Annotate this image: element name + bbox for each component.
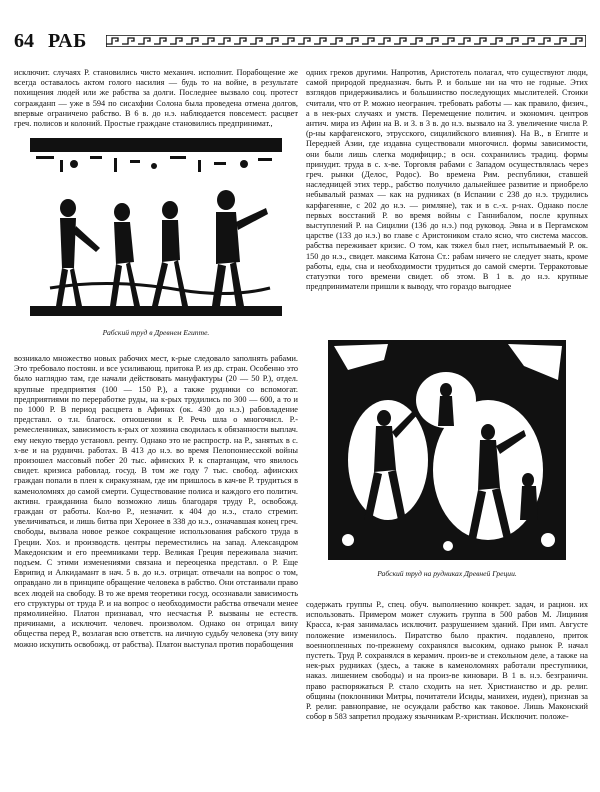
- egypt-illustration: [30, 138, 282, 316]
- body-text: исключит. случаях Р. становились чисто механич. исполнит. Порабощение же всегда оставалось актом голого насилия — будь то на войне, в результате похищения людей или же рабства за долги. Последнее вызвало соц. протест согражданп — уже в 594 по сисахфии Солона была проведена отмена долгов, впервые ограничено рабство. В 6 в. до н.э. наблюдается повсемест. расцвет греч. полисов и колоний. Простые граждане становились предпринимат.,: [14, 68, 298, 129]
- body-text: возникало множество новых рабочих мест, к-рые следовало заполнять рабами. Это требовало постоян. и все усиливающ. притока Р. из др. стран. Особенно это было наглядно там, где начали действовать мануфактуры (20 — 50 Р.), отдел. крупные предприятия (100 — 150 Р.), а также рудники со вспомогат. предприятиями по переработке руды, на к-рых трудились по 300 — 600, а то и по 1000 Р. В период расцвета в Афинах (ок. 430 до н.э.) рабовладение представл. о т.н. благоск. отношении к Р. Речь шла о многочисл. Р.-ремесленниках, зависимость к-рых от хозяина сводилась к обязанности выплач. ему некую твердо установл. ренту. Однако это не распростр. на Р., занятых в с. х-ве и на рудничн. работах. В 413 до н.э. во время Пелопоннесской войны произошел массовый побег 20 тыс. афинских Р. к спартанцам, что явилось свидет. кризиса рабовлад. госуд. В том же году 7 тыс. свобод. афинских граждан попали в плен к сиракузянам, где им пришлось в кач-ве Р. трудиться в каменоломнях до самой смерти. Существование полиса и каждого его политич. активн. гражданина было возможно лишь благодаря труду Р., освобожд. граждан от работы. Кол-во Р., незначит. к 404 до н.э., стало стремит. увеличиваться, и лишь битва при Херонее в 338 до н.э., означавшая конец греч. свободы, вызвала новое резкое сокращение использования рабского труда в Греции. Хоз. и производств. центры переместились на запад. Александром Македонским и его преемниками терр. Великая Греция переживала значит. подъем. С этими изменениями связана и переоценка представл. о Р. Еще Еврипид и Алкидамант в нач. 5 в. до н.э. отрицат. отвечали на вопрос о том, оправдано ли в принципе обращение человека в рабство. Они отстаивали право всех людей на свободу. В то же время теоретики госуд. осознавали зависимость его структуры от труда Р. и на вопрос о необходимости рабства отвечали менее прямолинейно. Платон признавал, что несчастья Р. вызваны не естеств. причинами, а исключит. человеч. произволом. Однако он отрицал вину общества перед Р., возлагая всю ответств. на личную судьбу человека (эту вину можно искупить освобожд. от рабства). Платон выступал против порабощения: [14, 354, 298, 649]
- page-number: 64: [14, 30, 34, 52]
- figure-greece: [328, 340, 566, 560]
- greece-mines-illustration: [328, 340, 566, 560]
- running-head: РАБ: [48, 30, 87, 52]
- column-left-bottom: [14, 354, 298, 650]
- figure-greece-caption: Рабский труд на рудниках Древней Греции.: [377, 569, 517, 578]
- page-header: [14, 30, 586, 52]
- figure-egypt: [30, 138, 282, 316]
- greek-key-ornament: [106, 35, 586, 47]
- column-right-bottom: [306, 600, 588, 722]
- column-right-top: [306, 68, 588, 292]
- body-text: одних греков другими. Напротив, Аристотель полагал, что существуют люди, самой природой предназнач. быть Р. и больше ни на что не годные. Этих взглядов придерживались и большинство последующих мыслителей. Стоики считали, что от Р. можно неогранич. требовать работы — как правило, физич., а в нек-рых случаях и умств. Перемещение политич. и экономич. центров антич. мира из Афин на В. и З. в 3 в. до н.э. вызвало на З. увеличение числа Р. (р-ны карфагенского, этрусского, сицилийского влияния). На В., в Египте и Передней Азии, где издавна существовали многочисл. формы зависимости, они были лишь слегка модифицир.; в осн. сохранились традиц. формы принудит. труда в с. х-ве. Торговля рабами с Западом осуществлялась через греч. рынки (Делос, Родос). Во времена Рим. республики, ставшей наследницей этих терр., рабство получило дальнейшее развитие и приобрело небывалый размах — как на рудниках (в Испании с 238 до н.э. трудились карфагеняне, с 202 до н.э. — римляне), так и в с.-х. р-нах. Однако после первых восстаний Р. во время войны с Ганнибалом, после крупных выступлений Р. на Сицилии (136 до н.э.) под руковод. Эвна и в Пергамском царстве (133 до н.э.) во главе с Аристоником стало ясно, что система массов. рабства переживает кризис. О том, как тяжел был гнет, испытываемый Р. ок. 150 до н.э., свидет. максима Катона Ст.: рабам ничего не следует знать, кроме работы, еды, сна и необходимости трудиться до самой смерти. Терракотовые статуэтки того времени свидет. об этом. В 1 в. до н.э. крупные предприниматели пришли к выводу, что гораздо выгоднее: [306, 68, 588, 292]
- body-text: содержать группы Р., спец. обуч. выполнению конкрет. задач, и рацион. их использовать. Примером может служить группа в 500 рабов М. Лициния Красса, к-рая занималась исключит. разрушением зданий. При имп. Августе положение изменилось. Пиратство было практич. подавлено, приток военнопленных по-прежнему сохранялся высоким, однако рынок Р. начал пустеть. Труд Р. сохранялся в керамич. произ-ве и стекольном деле, а также на нек-рых рудниках (здесь, а также в каменоломнях работали преступники, наказ. лишением свободы) и на произ-ве киновари. В 1 в. н.э. безграничн. право распоряжаться Р. стало сходить на нет. Христианство и др. религ. общины (поклонники Митры, почитатели Исиды, манихеи, иудеи), признав за Р. религ. равноправие, не осуждали рабство как таковое. Лишь Маконский собор в 583 запретил продажу язычникам Р.-христиан. Исключит. положе-: [306, 600, 588, 722]
- figure-egypt-caption: Рабский труд в Древнем Египте.: [102, 328, 210, 337]
- column-left-top: [14, 68, 298, 129]
